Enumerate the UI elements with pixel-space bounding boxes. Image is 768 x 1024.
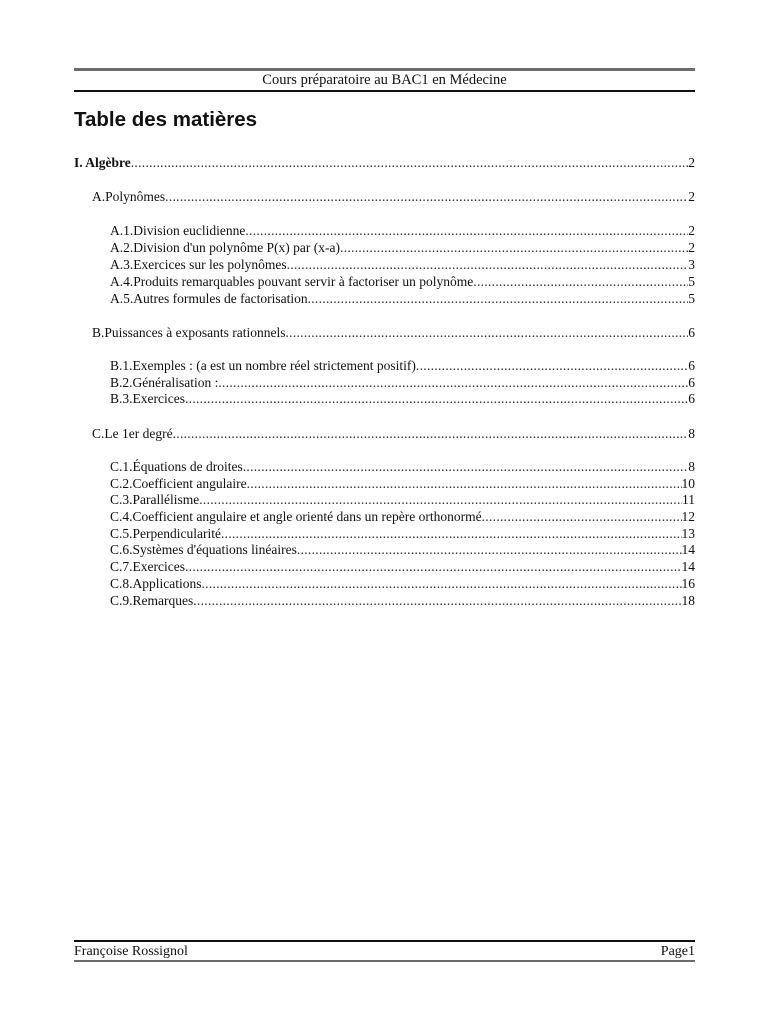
toc-entry-b1[interactable] <box>110 357 695 374</box>
toc-page-number: 13 <box>681 526 695 541</box>
toc-entry-text: C.4.Coefficient angulaire et angle orienté dans un repère orthonormé <box>110 509 482 524</box>
toc-entry-polynomes[interactable] <box>92 188 695 205</box>
dot-leader <box>308 290 689 307</box>
dot-leader <box>285 324 688 341</box>
toc-entry-text: A.5.Autres formules de factorisation <box>110 291 308 306</box>
header-rule-top <box>74 68 695 71</box>
toc-page-number: 2 <box>688 240 695 255</box>
toc-page-number: 2 <box>688 155 695 170</box>
toc-entry-text: A.Polynômes <box>92 189 166 204</box>
footer-rule-bottom <box>74 960 695 962</box>
toc-entry-text: C.8.Applications <box>110 576 202 591</box>
toc-entry-text: C.1.Équations de droites <box>110 459 243 474</box>
toc-entry-text: B.1.Exemples : (a est un nombre réel strictement positif) <box>110 358 416 373</box>
toc-page-number: 14 <box>681 559 695 574</box>
toc-page-number: 12 <box>681 509 695 524</box>
toc-page-number: 18 <box>681 593 695 608</box>
toc-page-number: 5 <box>688 291 695 306</box>
toc-title: Table des matières <box>74 108 258 131</box>
dot-leader <box>221 525 682 542</box>
dot-leader <box>193 592 681 609</box>
toc-entry-puissances[interactable] <box>92 324 695 341</box>
dot-leader <box>287 256 689 273</box>
toc-entry-text: C.2.Coefficient angulaire <box>110 476 247 491</box>
toc-entry-c8[interactable] <box>110 575 695 592</box>
dot-leader <box>185 390 688 407</box>
toc-entry-text: C.Le 1er degré <box>92 426 173 441</box>
toc-page-number: 6 <box>688 358 695 373</box>
toc-entry-a4[interactable] <box>110 273 695 290</box>
toc-entry-algebre[interactable] <box>74 154 695 171</box>
toc-entry-b3[interactable] <box>110 390 695 407</box>
toc-page-number: 16 <box>681 576 695 591</box>
toc-entry-text: A.4.Produits remarquables pouvant servir à factoriser un polynôme <box>110 274 474 289</box>
toc-entry-text: C.5.Perpendicularité <box>110 526 221 541</box>
footer-page-label: Page1 <box>660 944 695 959</box>
toc-entry-a3[interactable] <box>110 256 695 273</box>
toc-entry-text: C.9.Remarques <box>110 593 194 608</box>
toc-entry-premier-degre[interactable] <box>92 425 695 442</box>
running-header: Cours préparatoire au BAC1 en Médecine <box>262 72 507 88</box>
toc-page-number: 11 <box>682 492 695 507</box>
toc-entry-c5[interactable] <box>110 525 695 542</box>
toc-page-number: 14 <box>681 542 695 557</box>
dot-leader <box>218 374 688 391</box>
toc-entry-text: A.2.Division d'un polynôme P(x) par (x-a) <box>110 240 341 255</box>
toc-entry-a2[interactable] <box>110 239 695 256</box>
toc-page-number: 6 <box>688 375 695 390</box>
toc-entry-text: B.Puissances à exposants rationnels <box>92 325 286 340</box>
dot-leader <box>482 508 682 525</box>
toc-page-number: 2 <box>688 189 695 204</box>
toc-entry-a5[interactable] <box>110 290 695 307</box>
toc-page-number: 6 <box>688 391 695 406</box>
dot-leader <box>173 425 689 442</box>
footer-author: Françoise Rossignol <box>74 944 188 959</box>
toc-entry-c3[interactable] <box>110 491 695 508</box>
toc-page-number: 6 <box>688 325 695 340</box>
toc-entry-c7[interactable] <box>110 558 695 575</box>
toc-page-number: 8 <box>688 426 695 441</box>
dot-leader <box>245 222 688 239</box>
toc-entry-text: I. Algèbre <box>74 155 131 170</box>
toc-entry-text: C.7.Exercices <box>110 559 185 574</box>
toc-page-number: 10 <box>681 476 695 491</box>
dot-leader <box>340 239 688 256</box>
toc-entry-text: C.3.Parallélisme <box>110 492 200 507</box>
dot-leader <box>247 475 682 492</box>
toc-entry-c6[interactable] <box>110 541 695 558</box>
toc-entry-a1[interactable] <box>110 222 695 239</box>
dot-leader <box>473 273 688 290</box>
toc-entry-c9[interactable] <box>110 592 695 609</box>
header-rule-bottom <box>74 90 695 92</box>
toc-entry-text: A.1.Division euclidienne <box>110 223 246 238</box>
dot-leader <box>243 458 689 475</box>
dot-leader <box>297 541 682 558</box>
dot-leader <box>131 154 689 171</box>
dot-leader <box>165 188 688 205</box>
toc-entry-b2[interactable] <box>110 374 695 391</box>
toc-entry-c1[interactable] <box>110 458 695 475</box>
dot-leader <box>202 575 682 592</box>
dot-leader <box>416 357 688 374</box>
toc-page-number: 2 <box>688 223 695 238</box>
toc-entry-text: A.3.Exercices sur les polynômes <box>110 257 287 272</box>
toc-page-number: 3 <box>688 257 695 272</box>
footer-rule-top <box>74 940 695 942</box>
toc-entry-c2[interactable] <box>110 475 695 492</box>
toc-entry-text: B.3.Exercices <box>110 391 185 406</box>
toc-entry-c4[interactable] <box>110 508 695 525</box>
toc-entry-text: C.6.Systèmes d'équations linéaires <box>110 542 297 557</box>
dot-leader <box>185 558 682 575</box>
toc-page-number: 8 <box>688 459 695 474</box>
toc-entry-text: B.2.Généralisation : <box>110 375 219 390</box>
dot-leader <box>199 491 682 508</box>
toc-page-number: 5 <box>688 274 695 289</box>
